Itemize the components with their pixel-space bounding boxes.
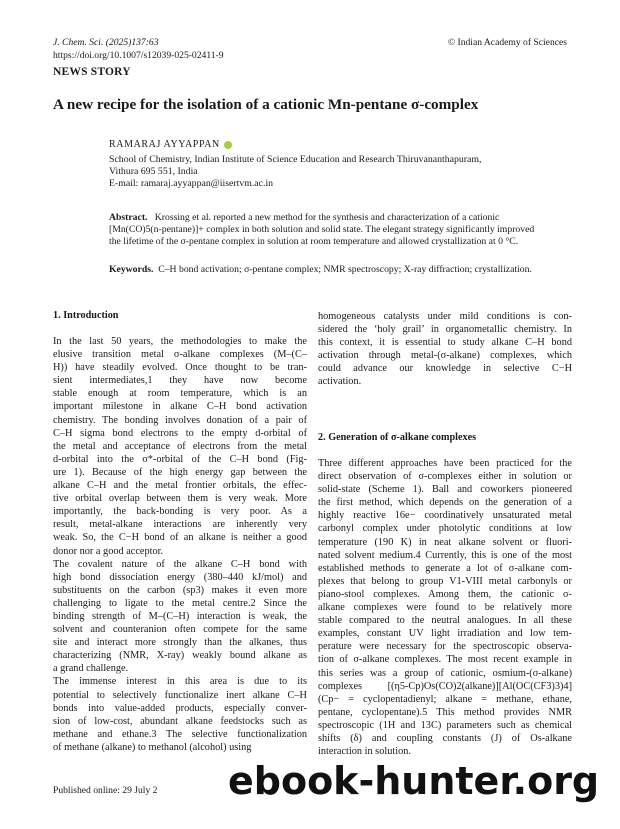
abstract-line: [Mn(CO)5(n-pentane)]+ complex in both solution and solid state. The elegant strategy significantly improved [109,224,535,235]
watermark-text: ebook-hunter.org [228,759,600,803]
text-line: high bond dissociation energy (380–440 kJ/mol) and [53,571,307,583]
abstract-text [109,212,534,247]
text-line: important milestone in alkane C–H bond activation [53,401,307,413]
text-line: stable compared to the neutral analogues. In all these [318,615,572,627]
generation-body [318,457,572,758]
story-type-label: NEWS STORY [53,66,131,78]
text-line: alkane C–H and the metal frontier orbitals, the effec- [53,480,307,492]
author-name: RAMARAJ AYYAPPAN [109,139,220,150]
text-line: piano-stool complexes. Among them, the cationic σ- [318,588,572,600]
text-line: of methane (alkane) to methanol (alcohol) using [53,741,252,753]
abstract-label: Abstract. [109,212,148,223]
affiliation-line: School of Chemistry, Indian Institute of Science Education and Research Thiruvananthapuram, [109,154,482,165]
text-line: activation through metal-(σ-alkane) complexes, which [318,350,572,362]
text-line: In the last 50 years, the methodologies to make the [53,336,307,347]
text-line: interaction in solution. [318,746,411,758]
text-line: this context, it is essential to study alkane C–H bond [318,337,572,349]
text-line: C–H sigma bond electrons to the empty d-orbital of [53,427,307,439]
text-line: donor nor a good acceptor. [53,545,164,557]
text-line: direct observation of σ-complexes either in solution or [318,471,572,483]
keywords [109,264,579,276]
text-line: perature were necessary for the spectroscopic observa- [318,641,572,653]
introduction-body [53,335,307,754]
journal-citation: J. Chem. Sci. (2025)137:63 [53,37,159,48]
text-line: challenging to ligate to the metal centre.2 Since the [53,597,307,609]
text-line: a grand challenge. [53,663,129,675]
affiliation-line: Vithura 695 551, India [109,166,198,178]
text-line: (Cp− = cyclopentadienyl; alkane = methane, ethane, [318,693,572,705]
text-line: site and interact more strongly than the alkanes, thus [53,637,307,649]
text-line: The immense interest in this area is due to its [53,676,307,688]
text-line: complexes [(η5-Cp)Os(CO)2(alkane)][Al(OC(CF3)3)4] [318,680,572,692]
abstract [109,212,569,248]
text-line: pentane, cyclopentane).5 This method provides NMR [318,706,572,718]
text-line: tive orbital overlap between them is very weak. More [53,493,307,505]
email-line[interactable]: E-mail: ramaraj.ayyappan@iisertvm.ac.in [109,178,274,190]
watermark [220,748,620,824]
text-line: importantly, the back-bonding is very poor. As a [53,506,307,518]
introduction-continued [318,310,572,389]
text-line: ure 1). Because of the high energy gap between the [53,466,307,478]
section-heading-generation: 2. Generation of σ-alkane complexes [318,432,477,443]
text-line: shifts (δ) and coupling constants (J) of Os-alkane [318,732,572,744]
text-line: activation. [318,376,362,388]
text-line: homogeneous catalysts under mild conditions is con- [318,311,572,322]
text-line: d-orbital into the σ*-orbital of the C–H bond (Fig- [53,453,307,465]
text-line: tion of σ-alkane complexes. The most recent example in [318,654,572,666]
abstract-line: Krossing et al. reported a new method for the synthesis and characterization of a cationic [149,212,500,223]
text-line: sient intermediates,1 they have now become [53,375,307,387]
text-line: chemistry. The bonding involves donation of a pair of [53,414,307,426]
text-line: sidered the ‘holy grail’ in organometallic chemistry. In [318,324,572,336]
text-line: this series was a group of cationic, osmium-(σ-alkane) [318,667,572,679]
text-line: binding strength of M–(C–H) interaction is weak, the [53,610,307,622]
text-line: solvent and counteranion often compete for the same [53,624,307,636]
text-line: the first method, which depends on the generation of a [318,497,572,509]
section-heading-introduction: 1. Introduction [53,310,119,321]
article-title: A new recipe for the isolation of a cationic Mn-pentane σ-complex [53,96,479,113]
text-line: stable enough at room temperature, which is an [53,388,307,400]
text-line: result, metal-alkane interactions are inherently very [53,519,307,531]
publisher-notice: © Indian Academy of Sciences [447,37,567,48]
watermark-graphic [220,748,620,824]
text-line: elusive transition metal σ-alkane complexes (M–(C– [53,349,307,361]
text-line: bonds into value-added products, especially conver- [53,702,307,714]
text-line: spectroscopic (1H and 13C) parameters such as chemical [318,719,572,731]
text-line: nated solvent medium.4 Currently, this is one of the most [318,549,572,561]
keywords-text: C–H bond activation; σ-pentane complex; NMR spectroscopy; X-ray diffraction; crystallization. [158,264,532,275]
text-line: solid-state (Scheme 1). Ball and coworkers pioneered [318,484,572,496]
text-line: carbonyl complex under photolytic conditions at low [318,523,572,535]
orcid-icon[interactable] [224,141,232,149]
published-date: Published online: 29 July 2 [53,785,158,796]
text-line: the metal and acceptance of electrons from the metal [53,440,307,452]
text-line: plexes that belong to group V1-VIII metal carbonyls or [318,575,572,587]
doi-link[interactable]: https://doi.org/10.1007/s12039-025-02411-9 [53,50,224,61]
keywords-label: Keywords. [109,264,154,275]
text-line: weak. So, the C−H bond of an alkane is neither a good [53,532,307,544]
text-line: methane and ethane.3 The selective functionalization [53,728,307,740]
text-line: examples, constant UV light irradiation and low tem- [318,628,572,640]
text-line: alkane complexes were found to be relatively more [318,602,572,614]
text-line: H)) have steadily evolved. Once thought to be tran- [53,362,307,374]
text-line: Three different approaches have been practiced for the [318,458,572,469]
text-line: The covalent nature of the alkane C–H bond with [53,558,307,570]
text-line: temperature (190 K) in neat alkane solvent or fluori- [318,536,572,548]
text-line: potential to selectively functionalize inert alkane C–H [53,689,307,701]
abstract-line: the lifetime of the σ-pentane complex in solution at room temperature and allowed crystallization at 0 °C. [109,236,519,247]
text-line: established methods to generate a lot of σ-alkane com- [318,562,572,574]
text-line: highly reactive 16e− coordinatively unsaturated metal [318,510,572,522]
author-line [109,139,232,150]
text-line: sion of low-cost, abundant alkane feedstocks such as [53,715,307,727]
text-line: substituents on the carbon (sp3) makes it even more [53,584,307,596]
affiliation [109,154,569,191]
text-line: could advance our knowledge in selective C−H [318,363,572,375]
text-line: characterizing (NMR, X-ray) weakly bound alkane as [53,650,307,662]
